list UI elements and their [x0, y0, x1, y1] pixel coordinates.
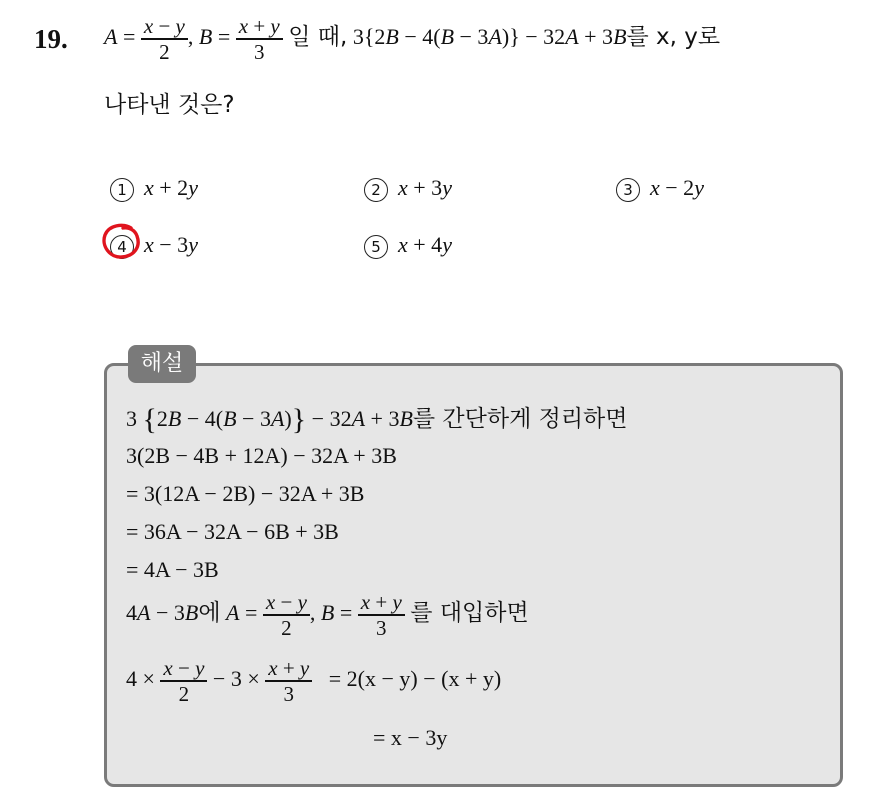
solution-fraction-d: $\frac{x + y}{3}$ [265, 656, 312, 706]
solution-line-6: 4A − 3B에 A = $\frac{x - y}{2}$ , B = $\frac{x + y}{3}$ 를 대입하면 [126, 590, 529, 640]
choice-4-marker: 4 [110, 235, 134, 259]
solution-fraction-b: $\frac{x + y}{3}$ [358, 590, 405, 640]
choice-4[interactable]: 4 x − 3y [110, 232, 198, 259]
problem-line-2: 나타낸 것은? [104, 92, 235, 118]
solution-line-8: = x − 3y [373, 725, 448, 750]
choice-5-marker: 5 [364, 235, 388, 259]
solution-line-7: 4 × $\frac{x - y}{2}$ − 3 × $\frac{x + y}{3}$ = 2(x − y) − (x + y) [126, 656, 502, 706]
solution-line-1-text: 를 간단하게 정리하면 [412, 406, 628, 432]
choice-3[interactable]: 3 x − 2y [616, 175, 704, 202]
solution-fraction-c: $\frac{x - y}{2}$ [160, 656, 207, 706]
choice-2[interactable]: 2 x + 3y [364, 175, 452, 202]
solution-line-5: = 4A − 3B [126, 557, 219, 582]
solution-tag: 해설 [128, 345, 196, 383]
problem-statement: A = $\frac{x - y}{2}$ , B = $\frac{x + y}{3}$ 일 때, 3{2B − 4(B − 3A)} − 32A + 3B를 x, y로 [104, 14, 721, 64]
solution-fraction-a: $\frac{x - y}{2}$ [263, 590, 310, 640]
solution-line-6-end: 를 대입하면 [410, 599, 529, 626]
solution-line-1: 3 {2B − 4(B − 3A)} − 32A + 3B를 간단하게 정리하면 [126, 403, 628, 436]
problem-text-to-xy: 를 x, y로 [626, 23, 721, 50]
solution-line-3: = 3(12A − 2B) − 32A + 3B [126, 481, 365, 506]
choice-1[interactable]: 1 x + 2y [110, 175, 198, 202]
fraction-a: $\frac{x - y}{2}$ [141, 14, 188, 64]
choice-2-marker: 2 [364, 178, 388, 202]
fraction-b: $\frac{x + y}{3}$ [236, 14, 283, 64]
solution-line-7-rhs: = 2(x − y) − (x + y) [328, 665, 502, 691]
choice-5[interactable]: 5 x + 4y [364, 232, 452, 259]
solution-line-6-text: 에 [198, 599, 221, 626]
answer-circle-mark [101, 222, 145, 262]
solution-line-2: 3(2B − 4B + 12A) − 32A + 3B [126, 443, 397, 468]
problem-number: 19. [34, 24, 68, 54]
problem-text-when: 일 때, [288, 23, 348, 50]
solution-line-4: = 36A − 32A − 6B + 3B [126, 519, 339, 544]
choice-1-marker: 1 [110, 178, 134, 202]
choice-3-marker: 3 [616, 178, 640, 202]
